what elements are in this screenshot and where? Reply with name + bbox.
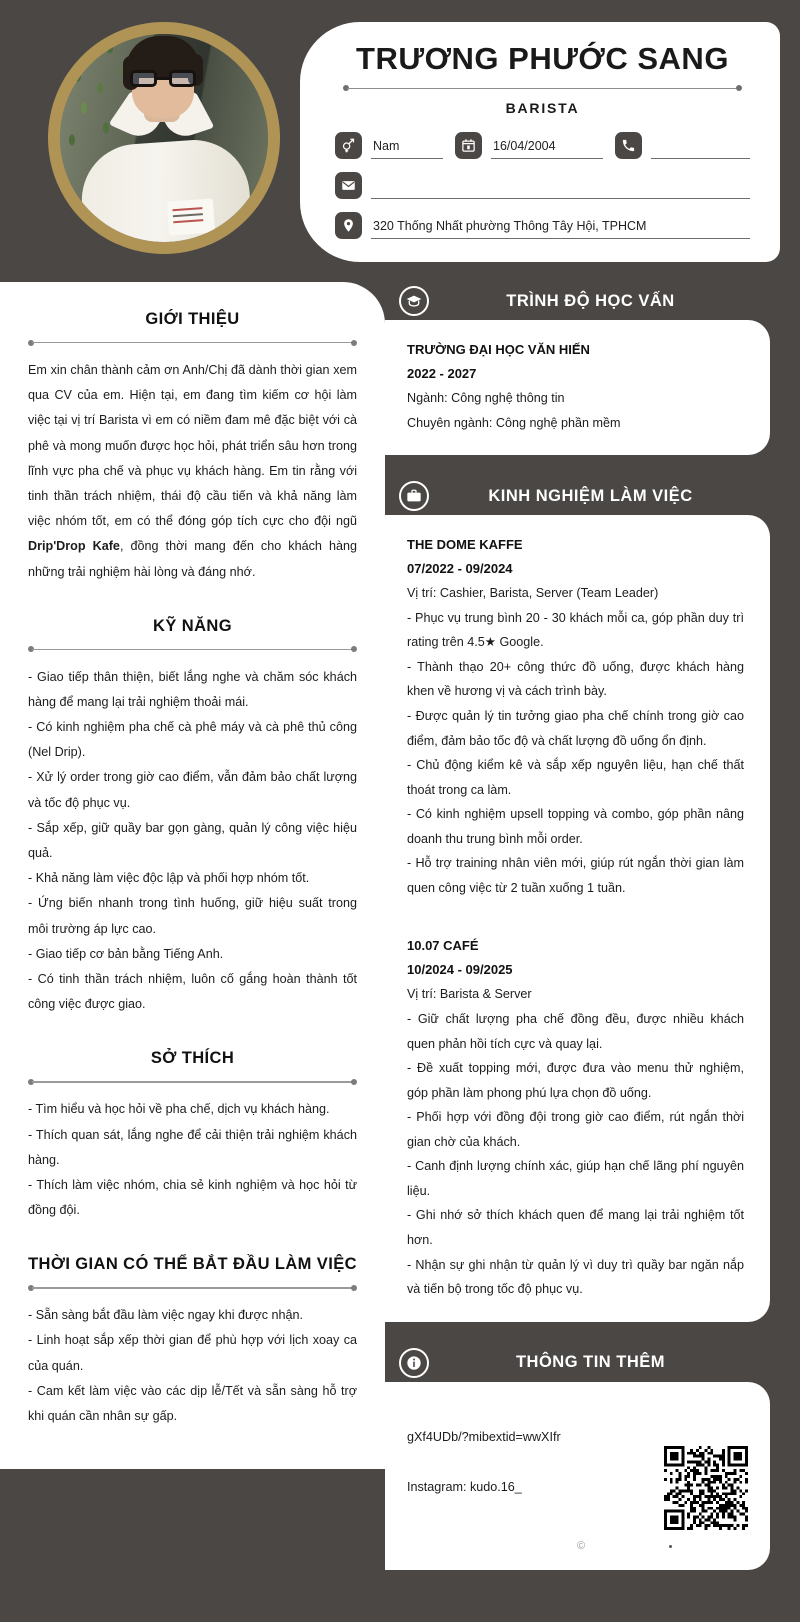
job-bullet: - Hỗ trợ training nhân viên mới, giúp rút ngắn thời gian làm quen công việc từ 2 tuần xuống 1 tuần. — [407, 856, 744, 895]
list-item: - Tìm hiểu và học hỏi về pha chế, dịch vụ khách hàng. — [28, 1102, 330, 1117]
cv-body — [0, 282, 800, 1570]
job-bullet: - Nhận sự ghi nhận từ quản lý vì duy trì quầy bar ngăn nắp và tiến bộ trong tốc độ phục vụ. — [407, 1257, 744, 1297]
intro-heading: GIỚI THIỆU — [145, 310, 240, 328]
section-skills — [28, 617, 357, 1018]
experience-panel — [385, 515, 770, 1321]
education-panel — [385, 320, 770, 455]
skills-list — [28, 665, 357, 1018]
availability-list — [28, 1303, 357, 1429]
list-item: - Linh hoạt sắp xếp thời gian để phù hợp với lịch xoay ca của quán. — [28, 1333, 357, 1373]
list-item: - Khả năng làm việc độc lập và phối hợp nhóm tốt. — [28, 871, 310, 886]
hobbies-divider — [28, 1077, 357, 1087]
availability-divider — [28, 1283, 357, 1293]
extra-info-panel — [385, 1382, 770, 1570]
left-column — [0, 282, 385, 1469]
school-name: TRƯỜNG ĐẠI HỌC VĂN HIẾN — [407, 342, 590, 357]
intro-highlight: Drip'Drop Kafe — [28, 539, 120, 554]
hobbies-list — [28, 1097, 357, 1223]
school-specialization: Chuyên ngành: Công nghệ phần mềm — [407, 415, 621, 430]
title-divider — [343, 84, 742, 94]
profile-photo-frame — [48, 22, 280, 254]
experience-heading: KINH NGHIỆM LÀM VIỆC — [488, 486, 693, 505]
cv-header — [0, 0, 800, 282]
right-column — [385, 282, 800, 1570]
job-position: Vị trí: Cashier, Barista, Server (Team Leader) — [407, 586, 659, 601]
list-item: - Có kinh nghiệm pha chế cà phê máy và cà phê thủ công (Nel Drip). — [28, 720, 357, 760]
job-bullet: - Đề xuất topping mới, được đưa vào menu thử nghiệm, góp phần làm phong phú lựa chọn đồ uống. — [407, 1061, 744, 1100]
section-intro — [28, 310, 357, 585]
school-years: 2022 - 2027 — [407, 366, 477, 382]
section-hobbies — [28, 1049, 357, 1223]
skills-heading: KỸ NĂNG — [153, 616, 232, 635]
job-bullet: - Chủ động kiểm kê và sắp xếp nguyên liệu, hạn chế thất thoát trong ca làm. — [407, 758, 744, 797]
job-list — [407, 533, 744, 1301]
profile-link[interactable]: gXf4UDb/?mibextid=wwXIfr — [407, 1429, 561, 1444]
list-item: - Giao tiếp thân thiện, biết lắng nghe và chăm sóc khách hàng để mang lại trải nghiệm thoải mái. — [28, 669, 357, 709]
email-value[interactable] — [371, 181, 750, 199]
instagram-handle[interactable]: Instagram: kudo.16_ — [407, 1479, 522, 1494]
copyright-mark: © — [577, 1539, 586, 1552]
job-position: Vị trí: Barista & Server — [407, 987, 532, 1002]
job-bullet: - Phục vụ trung bình 20 - 30 khách mỗi ca, góp phần duy trì rating trên 4.5★ Google. — [407, 610, 744, 650]
contact-row-primary — [335, 132, 750, 159]
list-item: - Giao tiếp cơ bản bằng Tiếng Anh. — [28, 946, 224, 961]
job-bullet: - Canh định lượng chính xác, giúp hạn chế lãng phí nguyên liệu. — [407, 1159, 744, 1198]
briefcase-icon — [399, 481, 429, 511]
extra-info-header — [385, 1344, 770, 1382]
job-entry — [407, 533, 744, 900]
job-bullet: - Có kinh nghiệm upsell topping và combo, góp phần nâng doanh thu trung bình mỗi order. — [407, 807, 744, 846]
gender-icon — [335, 132, 362, 159]
list-item: - Thích quan sát, lắng nghe để cải thiện trải nghiệm khách hàng. — [28, 1127, 357, 1167]
phone-value[interactable] — [651, 141, 750, 159]
list-item: - Sẵn sàng bắt đầu làm việc ngay khi được nhận. — [28, 1308, 304, 1323]
header-card — [300, 22, 780, 262]
job-company: THE DOME KAFFE — [407, 537, 523, 553]
envelope-icon — [335, 172, 362, 199]
qr-code[interactable] — [660, 1442, 752, 1534]
job-bullet: - Ghi nhớ sở thích khách quen để mang lại trải nghiệm tốt hơn. — [407, 1208, 744, 1247]
page-title: TRƯƠNG PHƯỚC SANG — [356, 41, 729, 76]
intro-part2: , đồng thời mang đến cho khách hàng những trải nghiệm hài lòng và đáng nhớ. — [28, 539, 357, 579]
job-bullet: - Giữ chất lượng pha chế đồng đều, được nhiều khách quen phản hồi tích cực và quay lại. — [407, 1012, 744, 1051]
job-bullet: - Phối hợp với đồng đội trong giờ cao điểm, rút ngắn thời gian chờ của khách. — [407, 1110, 744, 1149]
job-period: 07/2022 - 09/2024 — [407, 561, 513, 577]
hobbies-heading: SỞ THÍCH — [150, 1049, 235, 1068]
experience-header — [385, 477, 770, 515]
availability-heading: THỜI GIAN CÓ THỂ BẮT ĐẦU LÀM VIỆC — [28, 1255, 357, 1274]
gender-value[interactable]: Nam — [371, 140, 443, 159]
job-bullet: - Thành thạo 20+ công thức đồ uống, được khách hàng khen về hương vị và cách trình bày. — [407, 659, 744, 699]
location-pin-icon — [335, 212, 362, 239]
skills-divider — [28, 645, 357, 655]
extra-info-heading: THÔNG TIN THÊM — [515, 1353, 666, 1372]
intro-paragraph — [28, 358, 357, 585]
education-header — [385, 282, 770, 320]
list-item: - Có tinh thần trách nhiệm, luôn cố gắng hoàn thành tốt công việc được giao. — [28, 971, 357, 1012]
list-item: - Ứng biến nhanh trong tình huống, giữ hiệu suất trong môi trường áp lực cao. — [28, 896, 357, 936]
job-bullet: - Được quản lý tin tưởng giao pha chế chính trong giờ cao điểm, đảm bảo tốc độ và chất lượng đồ uống ổn định. — [407, 709, 744, 748]
calendar-icon — [455, 132, 482, 159]
intro-part1: Em xin chân thành cảm ơn Anh/Chị đã dành thời gian xem qua CV của em. Hiện tại, em đang tìm kiếm cơ hội làm việc tại vị trí Barista vì em có niềm đam mê đặc biệt với cà phê và mong muốn được học hỏi, phát triển sâu hơn trong lĩnh vực pha chế và phục vụ khách hàng. Em tin rằng với tinh thần trách nhiệm, thái độ cầu tiến và khả năng làm việc nhóm tốt, em có thể đóng góp tích cực cho đội ngũ — [28, 363, 357, 529]
list-item: - Xử lý order trong giờ cao điểm, vẫn đảm bảo chất lượng và tốc độ phục vụ. — [28, 770, 357, 810]
education-heading: TRÌNH ĐỘ HỌC VẤN — [506, 291, 675, 310]
intro-divider — [28, 338, 357, 348]
job-company: 10.07 CAFÉ — [407, 938, 479, 954]
school-major: Ngành: Công nghệ thông tin — [407, 391, 565, 406]
job-entry — [407, 934, 744, 1301]
extra-info-content — [407, 1400, 744, 1550]
job-separator — [407, 900, 744, 934]
birthdate-value[interactable]: 16/04/2004 — [491, 140, 603, 159]
contact-row-email — [335, 172, 750, 199]
list-item: - Cam kết làm việc vào các dịp lễ/Tết và sẵn sàng hỗ trợ khi quán cần nhân sự gấp. — [28, 1383, 357, 1423]
avatar — [60, 34, 268, 242]
address-value[interactable]: 320 Thống Nhất phường Thông Tây Hội, TPHCM — [371, 220, 750, 239]
footer-dot — [669, 1545, 672, 1548]
info-circle-icon — [399, 1348, 429, 1378]
job-role-subtitle: BARISTA — [505, 99, 580, 116]
list-item: - Thích làm việc nhóm, chia sẻ kinh nghiệm và học hỏi từ đồng đội. — [28, 1177, 357, 1218]
list-item: - Sắp xếp, giữ quầy bar gọn gàng, quản lý công việc hiệu quả. — [28, 820, 357, 860]
phone-icon — [615, 132, 642, 159]
job-period: 10/2024 - 09/2025 — [407, 962, 513, 978]
graduation-cap-icon — [399, 286, 429, 316]
contact-row-address — [335, 212, 750, 239]
section-availability — [28, 1255, 357, 1429]
